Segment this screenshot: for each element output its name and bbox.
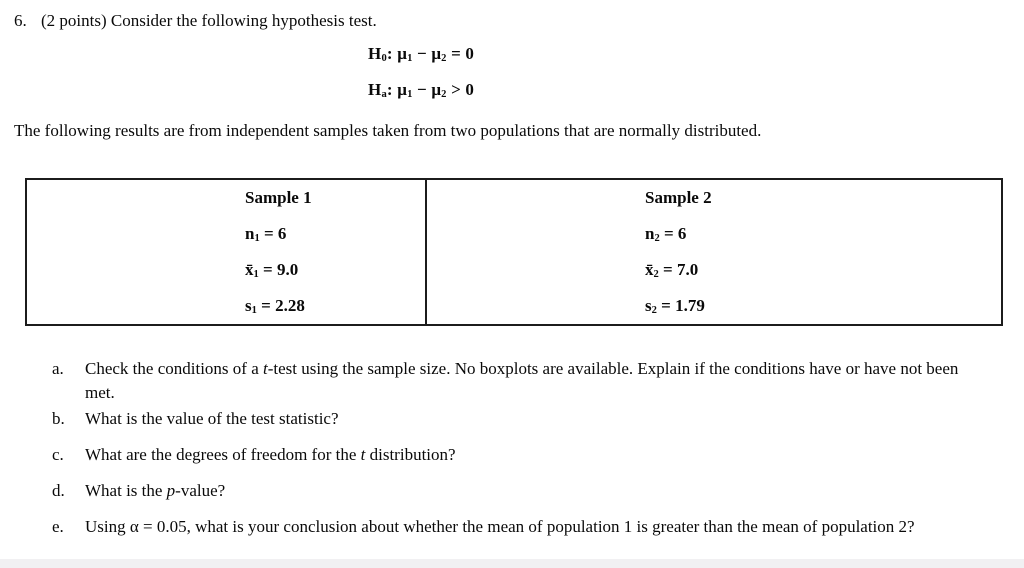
question-b-label: b. [52, 409, 65, 428]
sample-1-mean: $x̄_1 = 9.0$ [245, 260, 299, 280]
question-e-text: Using α = 0.05, what is your conclusion about whether the mean of population 1 is greater than the mean of population 2? [85, 517, 915, 536]
sample-2-size: $n_2 = 6$ [645, 224, 687, 244]
sample-1-column [27, 180, 427, 324]
question-c [52, 443, 1024, 467]
sample-2-stddev: $s_2 = 1.79$ [645, 296, 705, 316]
scan-edge-strip [0, 559, 1024, 568]
samples-table [25, 178, 1003, 326]
question-a-text: Check the conditions of a t-test using the sample size. No boxplots are available. Explain if the conditions have or have not been met. [85, 359, 959, 402]
sample-1-stddev: $s_1 = 2.28$ [245, 296, 305, 316]
alternative-hypothesis-formula: $H_a$: $\mu_1 - \mu_2 > 0$ [368, 80, 475, 100]
sample-2-column [427, 180, 1001, 324]
question-a [52, 357, 1024, 405]
question-b [52, 407, 1024, 431]
question-b-text: What is the value of the test statistic? [85, 409, 339, 428]
question-d [52, 479, 1024, 503]
question-e [52, 515, 1024, 539]
question-header [0, 0, 1024, 33]
question-e-label: e. [52, 517, 64, 536]
sample-2-mean: $x̄_2 = 7.0$ [645, 260, 699, 280]
null-hypothesis-formula: $H_0$: $\mu_1 - \mu_2 = 0$ [368, 44, 475, 64]
question-a-label: a. [52, 359, 64, 378]
question-number: 6. [14, 11, 27, 30]
question-c-text: What are the degrees of freedom for the t distribution? [85, 445, 456, 464]
question-c-label: c. [52, 445, 64, 464]
hypotheses-block [368, 43, 1024, 101]
question-intro: (2 points) Consider the following hypothesis test. [41, 11, 377, 30]
description-text: The following results are from independent samples taken from two populations that are normally distributed. [14, 121, 762, 140]
sample-1-header: Sample 1 [245, 188, 312, 207]
sub-questions-list [0, 357, 1024, 539]
sample-2-header: Sample 2 [645, 188, 712, 207]
question-d-text: What is the p-value? [85, 481, 226, 500]
question-d-label: d. [52, 481, 65, 500]
sample-1-size: $n_1 = 6$ [245, 224, 287, 244]
